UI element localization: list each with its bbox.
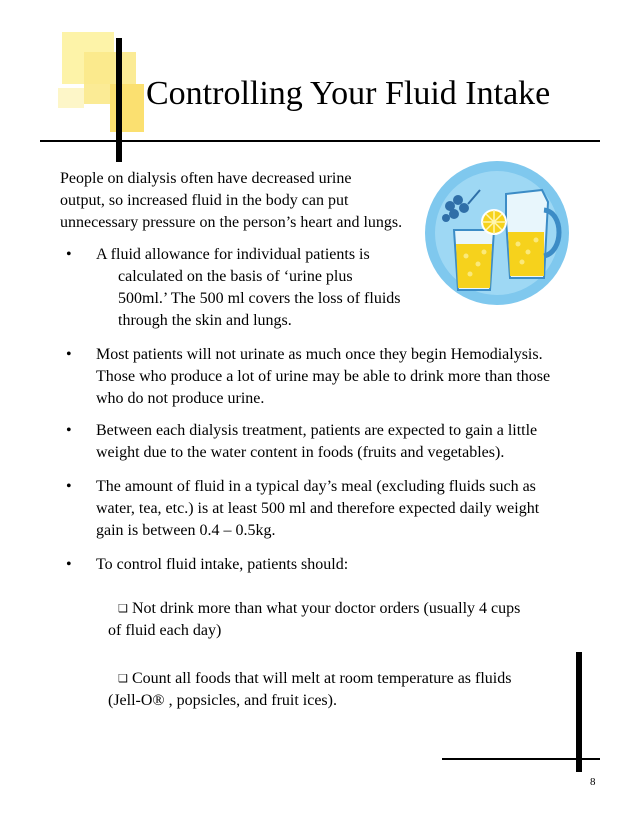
bullet-line: through the skin and lungs.: [118, 312, 292, 329]
page-number: 8: [590, 776, 596, 788]
bullet-dot: •: [66, 246, 72, 263]
juice-illustration: [424, 160, 570, 306]
bullet-dot: •: [66, 346, 72, 363]
intro-line: output, so increased fluid in the body can put: [60, 192, 349, 209]
title-vertical-bar: [116, 38, 122, 162]
bullet-line: who do not produce urine.: [96, 390, 265, 407]
subitem-line: Not drink more than what your doctor orders (usually 4 cups: [132, 600, 521, 617]
checkbox-bullet-icon: ❑: [118, 673, 128, 685]
bullet-line: To control fluid intake, patients should:: [96, 556, 349, 573]
intro-paragraph: [60, 168, 410, 234]
checkbox-bullet-icon: ❑: [118, 603, 128, 615]
subitem-line: (Jell-O® , popsicles, and fruit ices).: [108, 692, 337, 709]
bullet-line: Most patients will not urinate as much once they begin Hemodialysis.: [96, 346, 543, 363]
footer-rule: [442, 758, 600, 760]
subitem-line: Count all foods that will melt at room temperature as fluids: [132, 670, 512, 687]
bullet-line: Between each dialysis treatment, patients are expected to gain a little: [96, 422, 538, 439]
bullet-line: The amount of fluid in a typical day’s meal (excluding fluids such as: [96, 478, 536, 495]
footer-vertical-bar: [576, 652, 582, 772]
page-title: Controlling Your Fluid Intake: [146, 75, 551, 112]
subitem: [108, 668, 512, 712]
bullet-line: weight due to the water content in foods (fruits and vegetables).: [96, 444, 505, 461]
title-underline: [40, 140, 600, 142]
subitem-line: of fluid each day): [108, 622, 222, 639]
bullet-dot: •: [66, 556, 72, 573]
bullet-line: 500ml.’ The 500 ml covers the loss of fluids: [118, 290, 401, 307]
bullet-dot: •: [66, 422, 72, 439]
intro-line: People on dialysis often have decreased urine: [60, 170, 352, 187]
subitem: [108, 598, 521, 642]
bullet-line: Those who produce a lot of urine may be able to drink more than those: [96, 368, 551, 385]
intro-line: unnecessary pressure on the person’s heart and lungs.: [60, 214, 403, 231]
bullet-dot: •: [66, 478, 72, 495]
decorative-square-4: [58, 88, 84, 108]
bullet-line: gain is between 0.4 – 0.5kg.: [96, 522, 276, 539]
bullet-line: water, tea, etc.) is at least 500 ml and therefore expected daily weight: [96, 500, 540, 517]
bullet-line: calculated on the basis of ‘urine plus: [118, 268, 353, 285]
bullet-line: A fluid allowance for individual patients is: [96, 246, 370, 263]
